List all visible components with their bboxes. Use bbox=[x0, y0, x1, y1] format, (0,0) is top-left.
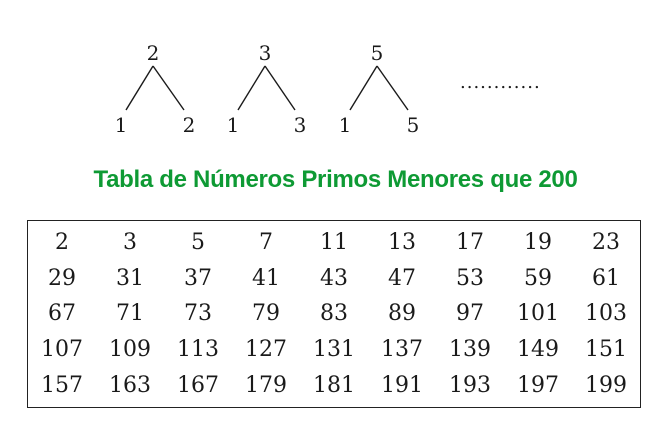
tree-2-left: 1 bbox=[226, 113, 240, 137]
continuation-ellipsis: ............ bbox=[460, 72, 541, 93]
table-cell: 191 bbox=[381, 372, 423, 398]
table-cell: 3 bbox=[123, 230, 137, 256]
tree-2-left-branch bbox=[238, 66, 265, 110]
table-cell: 89 bbox=[388, 301, 416, 327]
table-cell: 127 bbox=[245, 337, 287, 363]
table-cell: 23 bbox=[592, 230, 620, 256]
table-cell: 137 bbox=[381, 337, 423, 363]
table-cell: 131 bbox=[313, 337, 355, 363]
table-cell: 109 bbox=[109, 337, 151, 363]
table-cell: 19 bbox=[524, 230, 552, 256]
tree-2-root: 3 bbox=[258, 41, 272, 65]
table-cell: 7 bbox=[259, 230, 273, 256]
table-cell: 67 bbox=[48, 301, 76, 327]
factor-tree-2 bbox=[227, 41, 307, 137]
table-cell: 43 bbox=[320, 265, 348, 291]
table-cell: 53 bbox=[456, 265, 484, 291]
table-cell: 179 bbox=[245, 372, 287, 398]
table-cell: 31 bbox=[116, 265, 144, 291]
tree-3-right-branch bbox=[377, 66, 408, 110]
table-cell: 181 bbox=[313, 372, 355, 398]
tree-2-right: 3 bbox=[293, 113, 307, 137]
factor-tree-1 bbox=[115, 41, 196, 137]
tree-3-left: 1 bbox=[338, 113, 352, 137]
table-cell: 113 bbox=[177, 337, 219, 363]
tree-1-root: 2 bbox=[146, 41, 160, 65]
table-cell: 2 bbox=[55, 230, 69, 256]
table-cell: 193 bbox=[449, 372, 491, 398]
table-cell: 37 bbox=[184, 265, 212, 291]
table-cell: 199 bbox=[585, 372, 627, 398]
table-cell: 79 bbox=[252, 301, 280, 327]
tree-3-left-branch bbox=[350, 66, 377, 110]
table-cell: 157 bbox=[41, 372, 83, 398]
factor-trees bbox=[0, 0, 671, 150]
table-cell: 139 bbox=[449, 337, 491, 363]
table-cell: 107 bbox=[41, 337, 83, 363]
table-cell: 59 bbox=[524, 265, 552, 291]
table-cell: 101 bbox=[517, 301, 559, 327]
table-cell: 47 bbox=[388, 265, 416, 291]
table-cell: 41 bbox=[252, 265, 280, 291]
table-cell: 5 bbox=[191, 230, 205, 256]
tree-1-right-branch bbox=[153, 66, 184, 110]
table-cell: 83 bbox=[320, 301, 348, 327]
factor-tree-3 bbox=[339, 41, 420, 137]
tree-1-left: 1 bbox=[114, 113, 128, 137]
table-cell: 29 bbox=[48, 265, 76, 291]
table-cell: 151 bbox=[585, 337, 627, 363]
tree-1-right: 2 bbox=[182, 113, 196, 137]
tree-1-left-branch bbox=[126, 66, 153, 110]
table-cell: 73 bbox=[184, 301, 212, 327]
table-cell: 149 bbox=[517, 337, 559, 363]
table-cell: 167 bbox=[177, 372, 219, 398]
tree-2-right-branch bbox=[265, 66, 295, 110]
table-cell: 103 bbox=[585, 301, 627, 327]
table-cell: 17 bbox=[456, 230, 484, 256]
table-cell: 97 bbox=[456, 301, 484, 327]
prime-numbers-table bbox=[27, 220, 641, 408]
factor-trees-svg bbox=[0, 0, 671, 150]
table-cell: 163 bbox=[109, 372, 151, 398]
table-cell: 61 bbox=[592, 265, 620, 291]
table-cell: 13 bbox=[388, 230, 416, 256]
table-cell: 197 bbox=[517, 372, 559, 398]
tree-3-root: 5 bbox=[370, 41, 384, 65]
tree-3-right: 5 bbox=[406, 113, 420, 137]
page-title: Tabla de Números Primos Menores que 200 bbox=[93, 166, 578, 193]
table-cell: 11 bbox=[320, 230, 348, 256]
table-cell: 71 bbox=[116, 301, 144, 327]
